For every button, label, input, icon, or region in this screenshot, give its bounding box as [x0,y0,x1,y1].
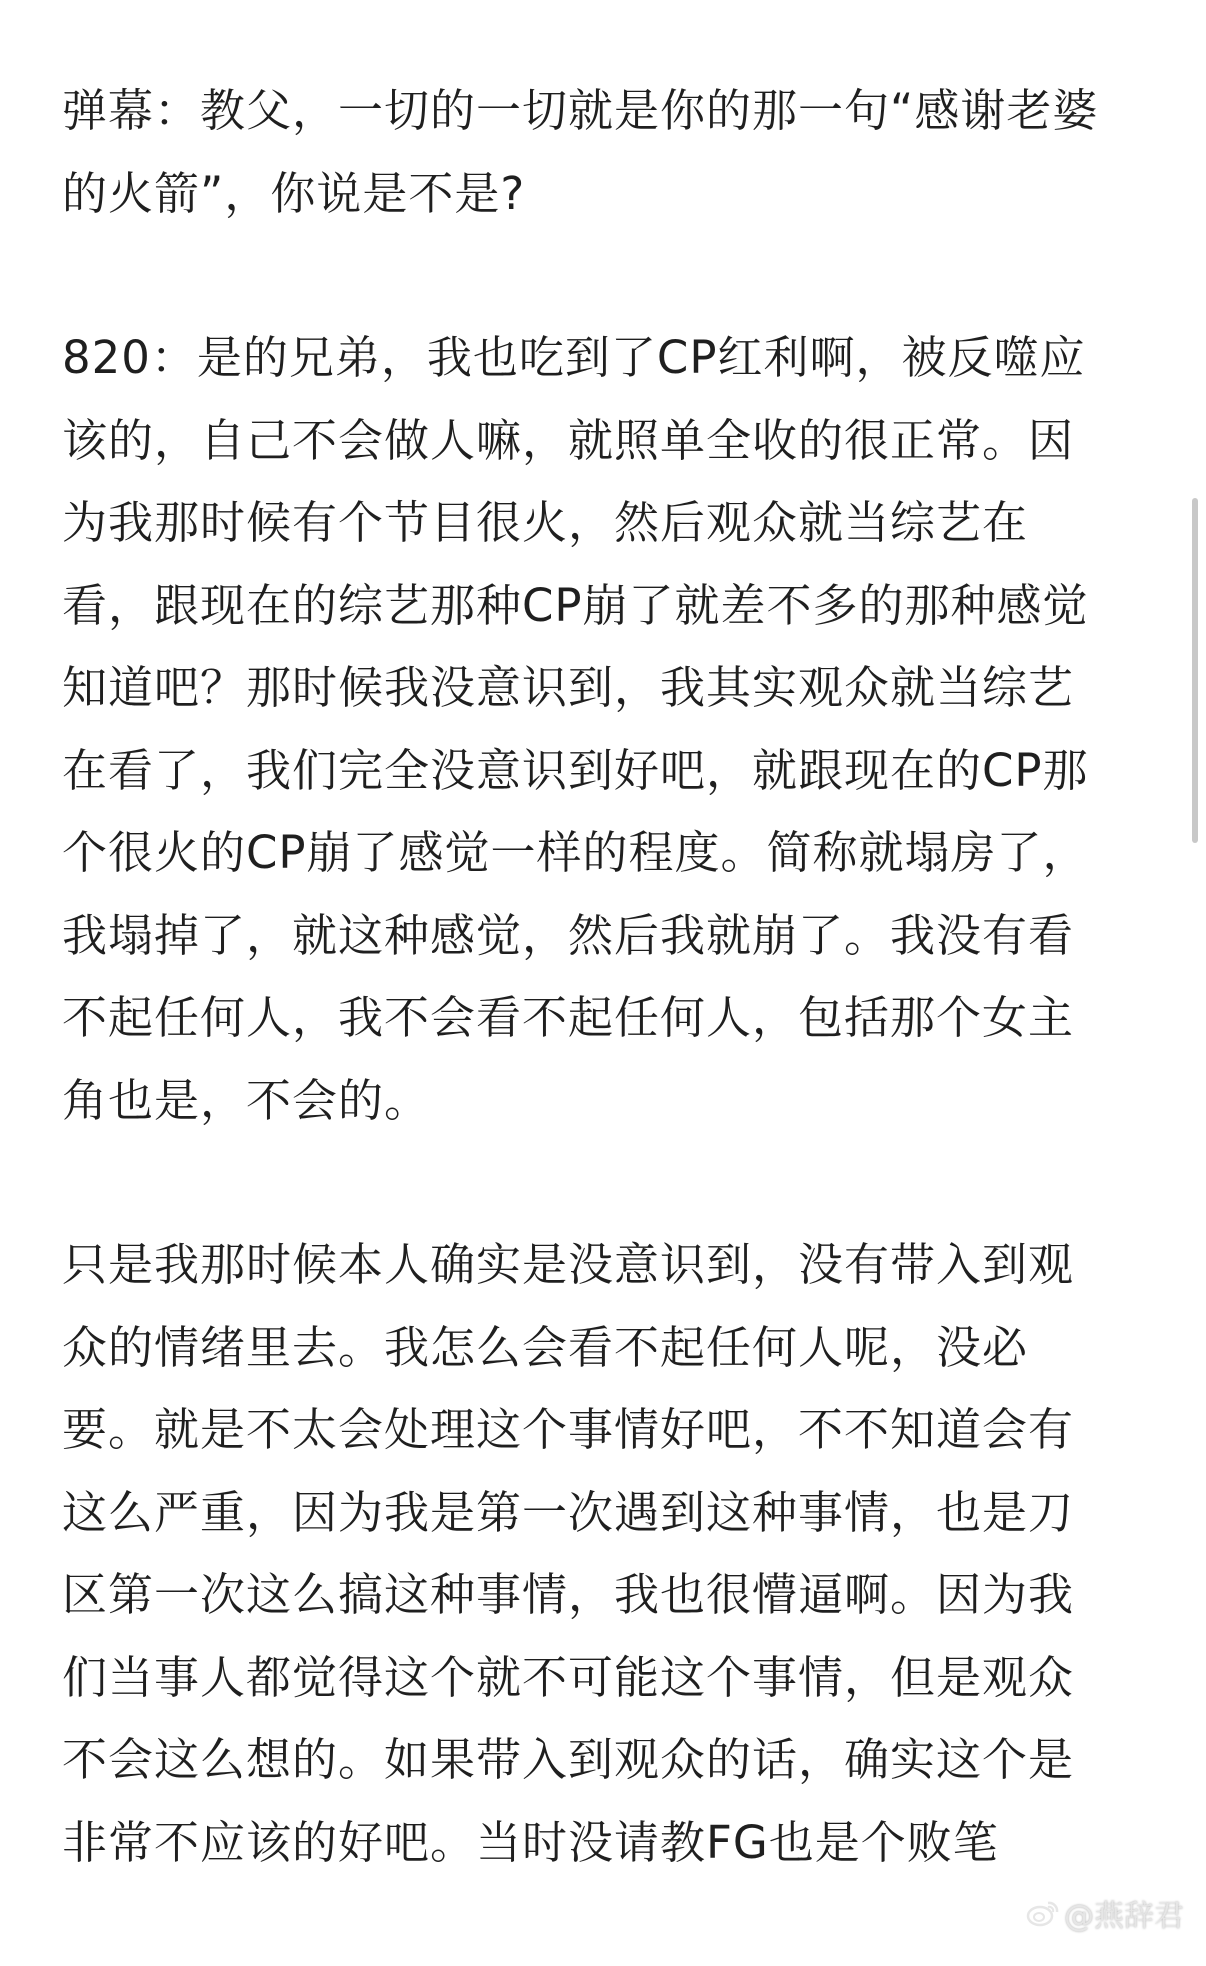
text-line: 非常不应该的好吧。当时没请教FG也是个败笔 [62,1815,999,1869]
text-line: 的火箭”，你说是不是? [62,166,526,220]
text-line: 为我那时候有个节目很火，然后观众就当综艺在 [62,496,1029,549]
paragraph-continuation [62,1224,1146,1884]
watermark-text: @燕辞君 [1064,1899,1184,1934]
text-line: 只是我那时候本人确实是没意识到，没有带入到观 [62,1238,1075,1291]
scrollbar-thumb[interactable] [1192,498,1198,843]
weibo-logo-icon [1026,1899,1060,1927]
text-line: 在看了，我们完全没意识到好吧，就跟现在的CP那 [62,743,1089,797]
text-line: 知道吧？那时候我没意识到，我其实观众就当综艺 [62,661,1075,714]
paragraph-danmaku [62,70,1146,235]
text-line: 看，跟现在的综艺那种CP崩了就差不多的那种感觉 [62,578,1089,632]
paragraph-reply [62,317,1146,1142]
text-line: 我塌掉了，就这种感觉，然后我就崩了。我没有看 [62,908,1075,962]
text-line: 这么严重，因为我是第一次遇到这种事情，也是刀 [62,1485,1075,1539]
text-line: 820：是的兄弟，我也吃到了CP红利啊，被反噬应 [62,331,1086,384]
text-line: 个很火的CP崩了感觉一样的程度。简称就塌房了， [62,826,1089,879]
text-line: 弹幕：教父，一切的一切就是你的那一句“感谢老婆 [62,84,1099,137]
text-line: 要。就是不太会处理这个事情好吧，不不知道会有 [62,1403,1075,1456]
text-line: 们当事人都觉得这个就不可能这个事情，但是观众 [62,1650,1075,1704]
text-line: 区第一次这么搞这种事情，我也很懵逼啊。因为我 [62,1568,1075,1621]
text-line: 角也是，不会的。 [62,1073,431,1127]
text-line: 不起任何人，我不会看不起任何人，包括那个女主 [62,991,1075,1044]
text-line: 不会这么想的。如果带入到观众的话，确实这个是 [62,1733,1075,1786]
article-body [62,70,1146,1966]
text-line: 该的，自己不会做人嘛，就照单全收的很正常。因 [62,413,1075,467]
text-line: 众的情绪里去。我怎么会看不起任何人呢，没必 [62,1320,1029,1374]
watermark [1026,1891,1184,1935]
